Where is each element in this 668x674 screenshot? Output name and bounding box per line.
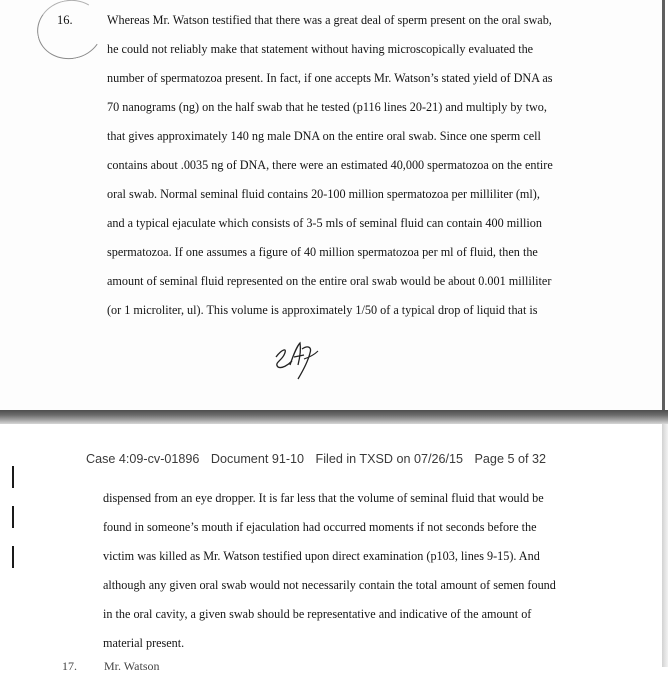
- body-text-line: 70 nanograms (ng) on the half swab that he tested (p116 lines 20-21) and multiply by two,: [107, 100, 547, 114]
- case-number: Case 4:09-cv-01896: [86, 452, 200, 466]
- page-divider: [0, 410, 668, 424]
- court-filing-header: [86, 452, 554, 466]
- next-line-fragment: Mr. Watson: [104, 659, 160, 673]
- body-text-line: contains about .0035 ng of DNA, there were an estimated 40,000 spermatozoa on the entire: [107, 158, 553, 172]
- page-indicator: Page 5 of 32: [474, 452, 546, 466]
- body-text-line: that gives approximately 140 ng male DNA on the entire oral swab. Since one sperm cell: [107, 129, 541, 143]
- body-text-line: spermatozoa. If one assumes a figure of 40 million spermatozoa per ml of fluid, then the: [107, 245, 538, 259]
- body-text-line: victim was killed as Mr. Watson testified upon direct examination (p103, lines 9-15). And: [103, 549, 540, 563]
- body-text-line: found in someone’s mouth if ejaculation had occurred moments if not seconds before the: [103, 520, 537, 534]
- body-text-line: dispensed from an eye dropper. It is far less that the volume of seminal fluid that would be: [103, 491, 544, 505]
- body-text-line: although any given oral swab would not necessarily contain the total amount of semen found: [103, 578, 556, 592]
- body-text-line: amount of seminal fluid represented on the entire oral swab would be about 0.001 milliliter: [107, 274, 552, 288]
- page-edge-shadow: [662, 424, 668, 667]
- margin-mark: [12, 506, 14, 528]
- body-text-line: in the oral cavity, a given swab should be representative and indicative of the amount of: [103, 607, 532, 621]
- body-text-line: oral swab. Normal seminal fluid contains 20-100 million spermatozoa per milliliter (ml),: [107, 187, 540, 201]
- body-text-line: Whereas Mr. Watson testified that there was a great deal of sperm present on the oral swab,: [107, 13, 552, 27]
- body-text-line: number of spermatozoa present. In fact, if one accepts Mr. Watson’s stated yield of DNA as: [107, 71, 553, 85]
- body-text-line: and a typical ejaculate which consists of 3-5 mls of seminal fluid can contain 400 million: [107, 216, 542, 230]
- handwritten-initials: [268, 335, 328, 385]
- paragraph-number: 16.: [57, 13, 73, 27]
- body-text-line: material present.: [103, 636, 185, 650]
- body-text-line: he could not reliably make that statement without having microscopically evaluated the: [107, 42, 534, 56]
- next-paragraph-number: 17.: [62, 659, 77, 673]
- filing-info: Filed in TXSD on 07/26/15: [315, 452, 464, 466]
- margin-mark: [12, 466, 14, 488]
- body-text-line: (or 1 microliter, ul). This volume is approximately 1/50 of a typical drop of liquid that is: [107, 303, 538, 317]
- document-number: Document 91-10: [210, 452, 305, 466]
- margin-mark: [12, 546, 14, 568]
